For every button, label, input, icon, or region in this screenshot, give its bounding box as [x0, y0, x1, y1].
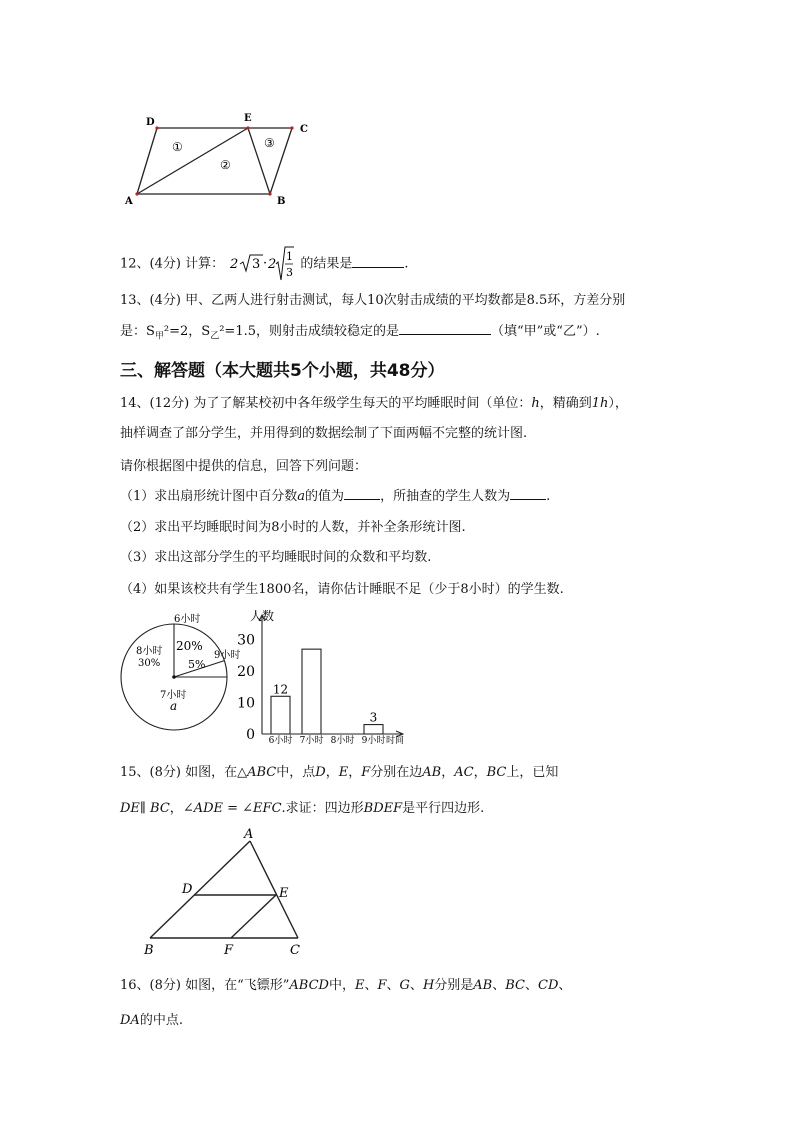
q16-cd: CD: [538, 978, 559, 993]
q15-e: E: [338, 765, 349, 780]
bar-0: [271, 696, 290, 734]
y-tick-label-3: 30: [237, 632, 255, 649]
label-a: A: [125, 196, 133, 207]
y-tick-label-2: 20: [237, 664, 255, 681]
q16-s4: 、: [492, 978, 506, 993]
q15-ab: AB: [422, 765, 442, 780]
pie-label-8h: 8小时: [136, 646, 163, 657]
q16-l1c: 分别是: [434, 978, 474, 993]
q15-sep4: ，: [473, 765, 487, 780]
q13-sub-jia: 甲: [154, 331, 164, 342]
q12-suffix: 的结果是: [300, 256, 353, 272]
q12-radicand-a: 3: [252, 257, 261, 272]
q14-line-1: [120, 395, 628, 413]
q16-l1a: 16、(8分) 如图，在“飞镖形”: [120, 978, 290, 993]
q13-l2c: ²=1.5，则射击成绩较稳定的是: [219, 324, 399, 339]
q12-answer-blank[interactable]: [352, 255, 404, 268]
q15-sep1: ，: [325, 765, 339, 780]
region-2: ②: [220, 158, 231, 172]
q15-l1c: 分别在边: [370, 765, 423, 780]
q12-end: .: [404, 256, 409, 272]
q14-l1b: ，精确到: [539, 396, 592, 411]
q12-coef-b: 2: [268, 257, 277, 272]
q14-line-2: 抽样调查了部分学生，并用得到的数据绘制了下面两幅不完整的统计图.: [120, 426, 528, 441]
q15-l2b: .求证：四边形: [281, 801, 364, 816]
pie-label-7h: 7小时: [160, 690, 187, 701]
q16-f: F: [377, 978, 387, 993]
q14-p1-blank-a[interactable]: [344, 487, 380, 500]
q15-l2c: 是平行四边形.: [402, 801, 485, 816]
q16-line-1: [120, 977, 571, 995]
bar-xlabel: 时间: [386, 736, 405, 746]
section-3-title: 三、解答题（本大题共5个小题，共48分）: [120, 361, 445, 381]
fig15-b: B: [144, 943, 154, 958]
pie-pct-8h: 30%: [138, 658, 161, 669]
x-tick-label-1: 7小时: [299, 736, 324, 746]
region-3: ③: [264, 136, 275, 150]
q13-line-1: 13、(4分) 甲、乙两人进行射击测试，每人10次射击成绩的平均数都是8.5环，方差分别: [120, 293, 626, 308]
q13-sub-yi: 乙: [210, 331, 220, 342]
x-tick-label-0: 6小时: [268, 736, 293, 746]
q16-line-2: [120, 1012, 183, 1030]
fig15-c: C: [290, 943, 300, 958]
q16-s6: 、: [558, 978, 572, 993]
q13-l2b: ²=2，S: [163, 324, 211, 339]
q14-p1-var: a: [297, 489, 306, 504]
q14-part-4: （4）如果该校共有学生1800名，请你估计睡眠不足（少于8小时）的学生数.: [120, 582, 564, 597]
q14-unit-h: h: [531, 396, 540, 411]
q16-ab: AB: [473, 978, 493, 993]
q15-l1d: 上，已知: [506, 765, 559, 780]
radical-expression: [230, 244, 294, 284]
q12-prefix: 12、(4分) 计算：: [120, 256, 225, 272]
q14-p1-blank-b[interactable]: [510, 487, 546, 500]
bar-ylabel: 人数: [250, 609, 275, 623]
q14-p1b: 的值为: [305, 489, 345, 504]
triangle-figure: [138, 826, 318, 962]
q16-l1b: 中，: [328, 978, 355, 993]
q15-tri: △ABC: [237, 765, 277, 780]
q15-line-1: [120, 764, 558, 782]
q12-coef-a: 2: [230, 257, 239, 272]
bar-chart: [230, 604, 414, 750]
x-tick-label-2: 8小时: [330, 736, 355, 746]
label-c: C: [300, 124, 308, 135]
fig15-e: E: [279, 886, 289, 901]
pie-pct-7h: a: [170, 699, 178, 713]
pie-pct-6h: 20%: [176, 639, 203, 653]
q13-line-2: [120, 322, 600, 346]
q14-p1d: .: [546, 489, 551, 504]
q12-expression: [230, 244, 294, 284]
x-tick-label-3: 9小时: [361, 736, 386, 746]
q16-l2b: 的中点.: [139, 1013, 183, 1028]
q16-da: DA: [120, 1013, 140, 1028]
q16-s3: 、: [409, 978, 423, 993]
q15-sep3: ，: [441, 765, 455, 780]
q15-f: F: [361, 765, 371, 780]
q15-l2-sep: ，: [169, 801, 183, 816]
pie-label-9h: 9小时: [214, 650, 241, 661]
q14-line-3: 请你根据图中提供的信息，回答下列问题：: [120, 459, 368, 474]
q15-bdef: BDEF: [363, 801, 403, 816]
q16-s5: 、: [525, 978, 539, 993]
fig15-a: A: [244, 827, 254, 842]
q12-frac-den: 3: [286, 266, 294, 279]
q16-s1: 、: [364, 978, 378, 993]
q16-h: H: [422, 978, 435, 993]
q14-p1a: （1）求出扇形统计图中百分数: [120, 489, 298, 504]
q16-bc: BC: [505, 978, 526, 993]
parallelogram-figure: [120, 112, 330, 212]
q16-abcd: ABCD: [289, 978, 329, 993]
q16-e: E: [354, 978, 365, 993]
q15-l1a: 15、(8分) 如图，在: [120, 765, 238, 780]
q13-l2d: （填“甲”或“乙”）.: [491, 324, 600, 339]
q13-l2a: 是：S: [120, 324, 155, 339]
bar-data-label-3: 3: [369, 710, 378, 725]
q15-d: D: [315, 765, 326, 780]
q16-g: G: [399, 978, 410, 993]
label-b: B: [277, 196, 286, 207]
region-1: ①: [172, 140, 183, 154]
label-e: E: [244, 113, 252, 124]
q15-line-2: [120, 800, 484, 818]
question-12: [120, 244, 409, 284]
q13-answer-blank[interactable]: [399, 322, 491, 335]
bar-3: [364, 725, 383, 734]
q14-l1a: 14、(12分) 为了了解某校初中各年级学生每天的平均睡眠时间（单位：: [120, 396, 532, 411]
q15-l1b: 中，点: [276, 765, 316, 780]
q14-part-1: [120, 487, 550, 506]
bar-data-label-0: 12: [272, 682, 289, 697]
q14-l1c: ），: [608, 396, 628, 411]
y-tick-label-0: 0: [246, 727, 255, 743]
q14-part-2: （2）求出平均睡眠时间为8小时的人数，并补全条形统计图.: [120, 520, 466, 535]
q15-ac: AC: [454, 765, 474, 780]
pie-pct-9h: 5%: [188, 658, 206, 671]
q12-dot: ·: [263, 256, 268, 271]
bar-1: [302, 649, 321, 734]
pie-label-6h: 6小时: [174, 614, 201, 625]
fig15-d: D: [182, 882, 193, 897]
q14-part-3: （3）求出这部分学生的平均睡眠时间的众数和平均数.: [120, 550, 432, 565]
y-tick-label-1: 10: [237, 695, 255, 712]
q15-angles: ∠ADE = ∠EFC: [182, 801, 282, 816]
q15-de-parallel: DE∥ BC: [120, 801, 170, 816]
fig15-f: F: [224, 943, 234, 958]
q16-s2: 、: [386, 978, 400, 993]
q15-sep2: ，: [348, 765, 362, 780]
pie-chart: [116, 610, 246, 740]
label-d: D: [146, 117, 155, 128]
q14-one-h: 1h: [591, 396, 609, 411]
q15-bc: BC: [486, 765, 507, 780]
q12-frac-num: 1: [286, 250, 294, 263]
q14-p1c: ，所抽查的学生人数为: [380, 489, 511, 504]
